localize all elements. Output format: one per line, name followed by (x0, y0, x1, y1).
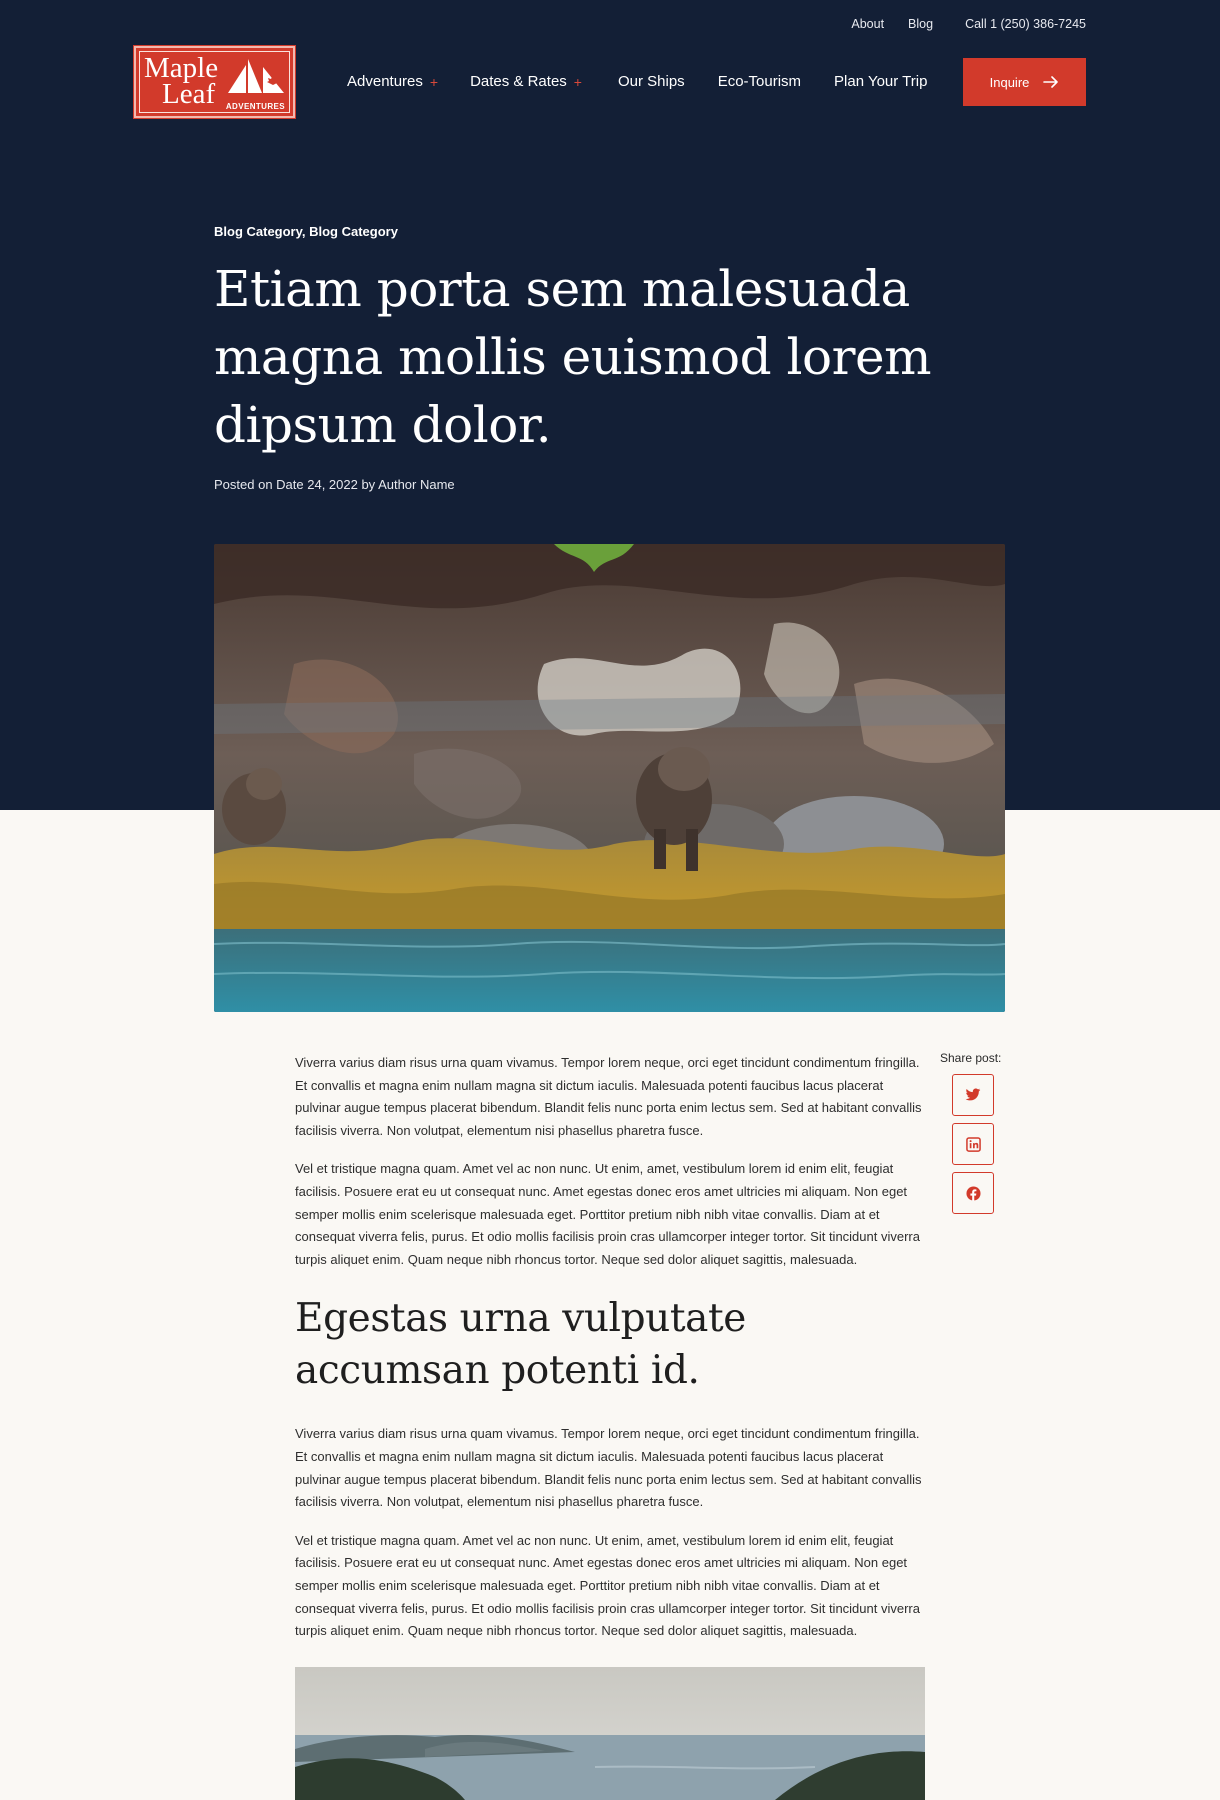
nav-item-label: Dates & Rates (470, 73, 567, 90)
hero-image (214, 544, 1005, 1012)
logo-text-line2: Leaf (162, 78, 216, 110)
nav-item-label: Eco-Tourism (717, 73, 802, 90)
nav-item-adventures[interactable] (347, 73, 438, 90)
paragraph: Vel et tristique magna quam. Amet vel ac non nunc. Ut enim, amet, vestibulum lorem id enim elit, feugiat facilisis. Posuere erat eu ut consequat nunc. Amet egestas donec eros amet ultricies mi aliquam. Non eget semper mollis enim scelerisque malesuada eget. Porttitor pretium nibh nibh vitae convallis. Diam at et consequat viverra felis, purus. Et odio mollis facilisis proin cras ullamcorper integer tortor. Sit tincidunt viverra turpis aliquet enim. Quam neque nibh rhoncus tortor. Neque sed dolor aliquet sagittis, malesuada. (295, 1532, 920, 1639)
share-post (940, 1051, 1010, 1221)
about-link[interactable]: About (851, 17, 885, 31)
sails-icon (226, 55, 288, 99)
paragraph: Vel et tristique magna quam. Amet vel ac non nunc. Ut enim, amet, vestibulum lorem id enim elit, feugiat facilisis. Posuere erat eu ut consequat nunc. Amet egestas donec eros amet ultricies mi aliquam. Non eget semper mollis enim scelerisque malesuada eget. Porttitor pretium nibh nibh vitae convallis. Diam at et consequat viverra felis, purus. Et odio mollis facilisis proin cras ullamcorper integer tortor. Sit tincidunt viverra turpis aliquet enim. Quam neque nibh rhoncus tortor. Neque sed dolor aliquet sagittis, malesuada. (295, 1161, 920, 1267)
inline-image (295, 1667, 925, 1800)
share-label: Share post: (940, 1051, 1002, 1065)
nav-item-label: Adventures (347, 73, 423, 90)
share-linkedin-button[interactable] (952, 1123, 994, 1165)
main-nav (347, 73, 927, 90)
share-facebook-button[interactable] (952, 1172, 994, 1214)
share-twitter-button[interactable] (952, 1074, 994, 1116)
facebook-icon (966, 1186, 981, 1201)
inquire-button[interactable] (963, 58, 1086, 106)
nav-item-dates-rates[interactable] (470, 73, 582, 90)
nav-item-label: Our Ships (617, 73, 685, 90)
section-heading: Egestas urna vulputate accumsan potenti id. (295, 1296, 746, 1394)
phone-link[interactable]: Call 1 (250) 386-7245 (965, 17, 1086, 31)
article-category[interactable]: Blog Category, Blog Category (214, 224, 398, 239)
nav-item-label: Plan Your Trip (834, 73, 928, 90)
paragraph: Viverra varius diam risus urna quam vivamus. Tempor lorem neque, orci eget tincidunt condimentum fringilla. Et convallis et magna enim nullam magna sit dictum iaculis. Malesuada potenti faucibus lacus placerat pulvinar augue tempus placerat bibendum. Blandit felis nunc porta enim lectus sem. Sed at habitant convallis facilisis viverra. Non volutpat, elementum nisi phasellus pharetra fusce. (295, 1055, 922, 1138)
logo-subtitle: ADVENTURES (225, 102, 285, 111)
plus-icon: + (429, 73, 439, 90)
utility-nav (851, 17, 1086, 31)
nav-item-eco-tourism[interactable] (718, 73, 801, 90)
twitter-icon (965, 1088, 981, 1102)
article-byline: Posted on Date 24, 2022 by Author Name (214, 477, 455, 492)
arrow-right-icon (1043, 76, 1059, 88)
article-body (295, 1052, 925, 1659)
blog-link[interactable]: Blog (908, 17, 934, 31)
logo[interactable] (134, 46, 295, 118)
linkedin-icon (966, 1137, 981, 1152)
paragraph: Viverra varius diam risus urna quam vivamus. Tempor lorem neque, orci eget tincidunt condimentum fringilla. Et convallis et magna enim nullam magna sit dictum iaculis. Malesuada potenti faucibus lacus placerat pulvinar augue tempus placerat bibendum. Blandit felis nunc porta enim lectus sem. Sed at habitant convallis facilisis viverra. Non volutpat, elementum nisi phasellus pharetra fusce. (295, 1426, 922, 1510)
inquire-label: Inquire (989, 74, 1030, 90)
nav-item-plan-your-trip[interactable] (834, 73, 927, 90)
logo-text-line1: Maple (144, 52, 219, 84)
article-title: Etiam porta sem malesuada magna mollis euismod lorem dipsum dolor. (214, 260, 932, 454)
plus-icon: + (573, 73, 582, 90)
nav-item-our-ships[interactable] (618, 73, 685, 90)
